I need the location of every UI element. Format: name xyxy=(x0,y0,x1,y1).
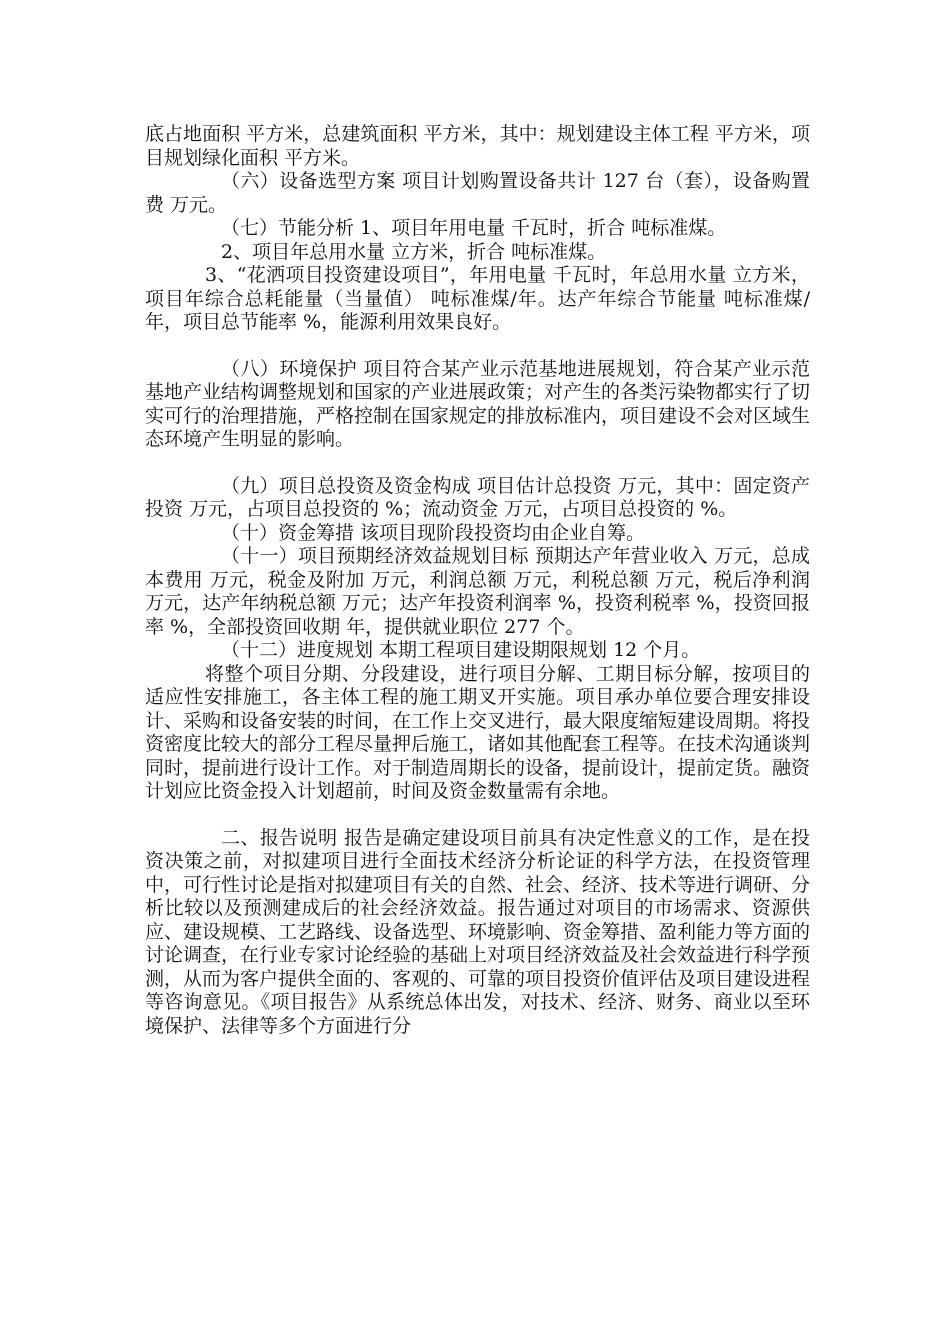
paragraph-water-usage: 2、项目年总用水量 立方米，折合 吨标准煤。 xyxy=(221,240,607,263)
paragraph-land-area: 底占地面积 平方米，总建筑面积 平方米，其中：规划建设主体工程 平方米，项目规划绿化面积 平方米。 xyxy=(145,123,810,169)
paragraph-funding: （十）资金筹措 该项目现阶段投资均由企业自筹。 xyxy=(221,521,646,544)
document-body xyxy=(145,123,810,1038)
paragraph-energy-summary: 3、“花洒项目投资建设项目”，年用电量 千瓦时，年总用水量 立方米，项目年综合总耗能量（当量值） 吨标准煤/年。达产年综合节能量 吨标准煤/年，项目总节能率 %，能源利用效果良好。 xyxy=(145,264,810,333)
paragraph-energy-analysis: （七）节能分析 1、项目年用电量 千瓦时，折合 吨标准煤。 xyxy=(221,217,727,239)
paragraph-schedule: （十二）进度规划 本期工程项目建设期限规划 12 个月。 xyxy=(221,639,701,661)
paragraph-construction-plan: 将整个项目分期、分段建设，进行项目分解、工期目标分解，按项目的适应性安排施工，各主体工程的施工期叉开实施。项目承办单位要合理安排设计、采购和设备安装的时间，在工作上交叉进行，最大限度缩短建设周期。将投资密度比较大的部分工程尽量押后施工，诸如其他配套工程等。在技术沟通谈判同时，提前进行设计工作。对于制造周期长的设备，提前设计，提前定货。融资计划应比资金投入计划超前，时间及资金数量需有余地。 xyxy=(145,662,811,802)
paragraph-economic-targets: （十一）项目预期经济效益规划目标 预期达产年营业收入 万元，总成本费用 万元，税金及附加 万元，利润总额 万元，利税总额 万元，税后净利润 万元，达产年纳税总额 万元；达产年投资利润率 %，投资利税率 %，投资回报率 %，全部投资回收期 年，提供就业职位 277 个。 xyxy=(145,545,810,638)
paragraph-environment: （八）环境保护 项目符合某产业示范基地进展规划，符合某产业示范基地产业结构调整规划和国家的产业进展政策；对产生的各类污染物都实行了切实可行的治理措施，严格控制在国家规定的排放标准内，项目建设不会对区域生态环境产生明显的影响。 xyxy=(145,357,811,450)
paragraph-equipment: （六）设备选型方案 项目计划购置设备共计 127 台（套），设备购置费 万元。 xyxy=(145,170,810,216)
paragraph-report-description: 二、报告说明 报告是确定建设项目前具有决定性意义的工作，是在投资决策之前，对拟建项目进行全面技术经济分析论证的科学方法，在投资管理中，可行性讨论是指对拟建项目有关的自然、社会、经济、技术等进行调研、分析比较以及预测建成后的社会经济效益。报告通过对项目的市场需求、资源供应、建设规模、工艺路线、设备选型、环境影响、资金筹措、盈利能力等方面的讨论调查，在行业专家讨论经验的基础上对项目经济效益及社会效益进行科学预测，从而为客户提供全面的、客观的、可靠的项目投资价值评估及项目建设进程等咨询意见。《项目报告》从系统总体出发，对技术、经济、财务、商业以至环境保护、法律等多个方面进行分 xyxy=(145,826,811,1037)
paragraph-investment: （九）项目总投资及资金构成 项目估计总投资 万元，其中：固定资产投资 万元，占项目总投资的 %；流动资金 万元，占项目总投资的 %。 xyxy=(145,474,810,520)
